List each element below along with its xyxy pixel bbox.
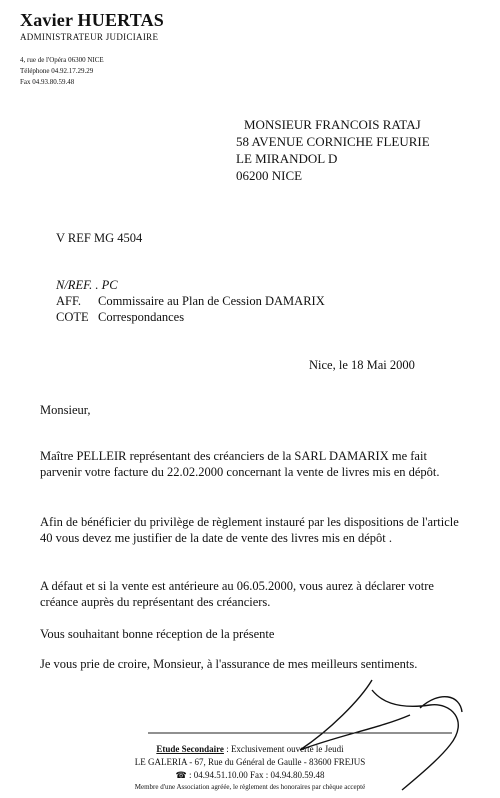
letter-date: Nice, le 18 Mai 2000: [309, 358, 415, 372]
paragraph-5: Je vous prie de croire, Monsieur, à l'assurance de mes meilleurs sentiments.: [40, 657, 418, 671]
recipient-line-3: LE MIRANDOL D: [236, 151, 338, 166]
recipient-line-2: 58 AVENUE CORNICHE FLEURIE: [236, 134, 430, 149]
your-reference: V REF MG 4504: [56, 231, 143, 245]
footer-office: [0, 744, 500, 754]
recipient-line-1: MONSIEUR FRANCOIS RATAJ: [244, 117, 421, 132]
paragraph-2: Afin de bénéficier du privilège de règlement instauré par les dispositions de l'article 40 vous devez me justifier de la date de vente des livres mis en dépôt .: [40, 515, 459, 545]
cote-label: COTE: [56, 310, 89, 324]
footer-note: Membre d'une Association agréée, le règlement des honoraires par chèque accepté: [134, 783, 366, 791]
paragraph-3: A défaut et si la vente est antérieure au 06.05.2000, vous aurez à déclarer votre créance auprès du représentant des créanciers.: [40, 579, 434, 609]
footer-office-label: Etude Secondaire: [156, 744, 224, 754]
salutation: Monsieur,: [40, 403, 91, 417]
aff-value: Commissaire au Plan de Cession DAMARIX: [98, 294, 325, 308]
paragraph-1: Maître PELLEIR représentant des créanciers de la SARL DAMARIX me fait parvenir votre facture du 22.02.2000 concernant la vente de livres mis en dépôt.: [40, 449, 440, 479]
cote-value: Correspondances: [98, 310, 185, 324]
footer-address: LE GALERIA - 67, Rue du Général de Gaulle - 83600 FREJUS: [134, 757, 366, 767]
sender-title: ADMINISTRATEUR JUDICIAIRE: [20, 32, 159, 42]
sender-address: 4, rue de l'Opéra 06300 NICE: [20, 56, 104, 64]
our-reference: N/REF. . PC: [56, 278, 118, 292]
footer-contact: ☎ : 04.94.51.10.00 Fax : 04.94.80.59.48: [175, 770, 325, 780]
footer-office-text: : Exclusivement ouverte le Jeudi: [223, 744, 344, 754]
sender-name: Xavier HUERTAS: [20, 10, 165, 30]
sender-fax: Fax 04.93.80.59.48: [20, 78, 75, 86]
aff-label: AFF.: [56, 294, 82, 308]
recipient-line-4: 06200 NICE: [236, 168, 303, 183]
paragraph-4: Vous souhaitant bonne réception de la présente: [40, 627, 275, 641]
sender-phone: Téléphone 04.92.17.29.29: [20, 67, 94, 75]
